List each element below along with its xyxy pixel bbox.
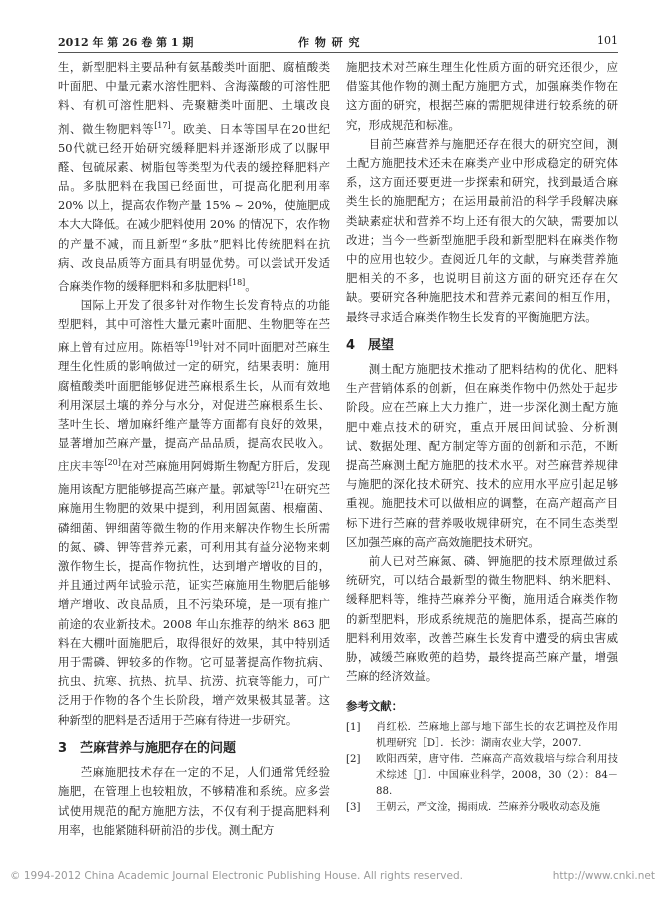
paragraph: 苎麻施肥技术存在一定的不足，人们通常凭经验施肥，在管理上也较粗放，不够精准和系统。应多尝试使用规范的配方施肥方法，不仅有利于提高肥料利用率，也能紧随科研前沿的步伐。测土配方 (58, 765, 330, 837)
header-rule (58, 52, 618, 53)
section-heading: 4 展望 (346, 337, 395, 353)
citation[interactable]: [18] (228, 278, 246, 288)
reference-item: [1] 肖红松．苎麻地上部与地下部生长的农艺调控及作用机理研究［D］．长沙：湖南农业大学，2007. (346, 721, 618, 749)
paragraph: 生，新型肥料主要品种有氨基酸类叶面肥、腐植酸类叶面肥、中量元素水溶性肥料、含海藻酸的可溶性肥料、有机可溶性肥料、壳聚糖类叶面肥、土壤改良剂、微生物肥料等[17]。欧美、日本等国早在20世纪50代就已经开始研究缓释肥料并逐渐形成了以脲甲醛、包硫尿素、树脂包等类型为代表的缓控释肥料产品。多肽肥料在我国已经面世，可提高化肥利用率 20% 以上，提高农作物产量 15% ~ 20%，使施肥成本大大降低。在减少肥料使用 20% 的情况下，农作物的产量不减，而且新型“多肽”肥料比传统肥料在抗病、改良品质等方面具有明显优势。可以尝试开发适合麻类作物的缓释肥料和多肽肥料[18]。 (58, 60, 330, 293)
copyright-text: © 1994-2012 China Academic Journal Electronic Publishing House. All rights reserved. (10, 870, 463, 882)
citation[interactable]: [19] (185, 339, 203, 349)
references-heading: 参考文献： (346, 698, 403, 713)
paragraph: 测土配方施肥技术推动了肥料结构的优化、肥料生产营销体系的创新，但在麻类作物中仍然处于起步阶段。应在苎麻上大力推广，进一步深化测土配方施肥中难点技术的研究，重点开展田间试验、分析测试、数据处理、配方制定等方面的创新和示范，不断提高苎麻测土配方施肥的技术水平。对苎麻营养规律与施肥的深化技术研究、技术的应用水平应引起足够重视。施肥技术可以做相应的调整，在高产超高产目标下进行苎麻的营养吸收规律研究，在不同生态类型区加强苎麻的高产高效施肥技术研究。 (346, 362, 618, 549)
citation[interactable]: [17] (154, 120, 171, 130)
journal-issue: 2012 年 第 26 卷 第 1 期 (58, 36, 194, 49)
right-column (346, 58, 618, 816)
citation[interactable]: [21] (267, 481, 284, 491)
page-header (58, 34, 618, 50)
paragraph: 国际上开发了很多针对作物生长发育特点的功能型肥料，其中可溶性大量元素叶面肥、生物肥等在苎麻上曾有过应用。陈梧等[19]针对不同叶面肥对苎麻生理生化性质的影响做过一定的研究，结果表明：施用腐植酸类叶面肥能够促进苎麻根系生长，从而有效地利用深层土壤的养分与水分，对促进苎麻根系生长、茎叶生长、增加麻纤维产量等方面都有良好的效果，显著增加苎麻产量，提高产品品质，提高农民收入。庄庆丰等[20]在对苎麻施用阿姆斯生物配方肝后，发现施用该配方肥能够提高苎麻产量。郭斌等[21]在研究苎麻施用生物肥的效果中提到，利用固氮菌、根瘤菌、磷细菌、钾细菌等微生物的作用来解决作物生长所需的氮、磷、钾等营养元素，可利用其有益分泌物来刺激作物生长，提高作物抗性，达到增产增收的目的，并且通过两年试验示范，证实苎麻施用生物肥后能够增产增收、改良品质，且不污染环境，是一项有推广前途的农业新技术。2008 年山东推荐的纳米 863 肥料在大棚叶面施肥后，取得很好的效果，其中特别适用于需磷、钾较多的作物。它可显著提高作物抗病、抗虫、抗寒、抗热、抗旱、抗涝、抗衰等能力，可广泛用于作物的各个生长阶段，增产效果极其显著。这种新型的肥料是否适用于苎麻有待进一步研究。 (58, 298, 330, 727)
paragraph: 目前苎麻营养与施肥还存在很大的研究空间，测土配方施肥技术还未在麻类产业中形成稳定的研究体系，这方面还要更进一步探索和研究，找到最适合麻类生长的施肥配方；在运用最前沿的科学手段解决麻类缺素症状和营养不均上还有很大的欠缺，需要加以改进；当今一些新型施肥手段和新型肥料在麻类作物中的应用也较少。查阅近几年的文献，与麻类营养施肥相关的不多，也说明目前这方面的研究还存在欠缺。要研究各种施肥技术和营养元素间的相互作用，最终寻求适合麻类作物生长发育的平衡施肥方法。 (346, 136, 618, 324)
left-column (58, 58, 330, 840)
reference-item: [2] 欧阳西荣，唐守伟．苎麻高产高效栽培与综合利用技术综述［J］．中国麻业科学，2008，30（2）：84－88. (346, 753, 618, 797)
site-link[interactable]: http://www.cnki.net (552, 870, 655, 882)
journal-title: 作 物 研 究 (298, 36, 361, 49)
section-heading: 3 苎麻营养与施肥存在的问题 (58, 740, 237, 756)
citation[interactable]: [20] (104, 458, 121, 468)
page-footer (10, 870, 655, 882)
reference-item: [3] 王朝云，严文淦，揭雨成．苎麻养分吸收动态及施 (346, 801, 601, 813)
paragraph: 施肥技术对苎麻生理生化性质方面的研究还很少，应借鉴其他作物的测土配方施肥方式，加强麻类作物在这方面的研究，根据苎麻的需肥规律进行较系统的研究，形成规范和标准。 (346, 60, 618, 132)
paragraph: 前人已对苎麻氮、磷、钾施肥的技术原理做过系统研究，可以结合最新型的微生物肥料、纳米肥料、缓释肥料等，维持苎麻养分平衡，施用适合麻类作物的新型肥料，形成系统规范的施肥体系，提高苎麻的肥料利用效率，改善苎麻生长发育中遭受的病虫害威胁，减缓苎麻败蔸的趋势，最终提高苎麻产量，增强苎麻的经济效益。 (346, 554, 618, 684)
page-number: 101 (597, 34, 618, 47)
